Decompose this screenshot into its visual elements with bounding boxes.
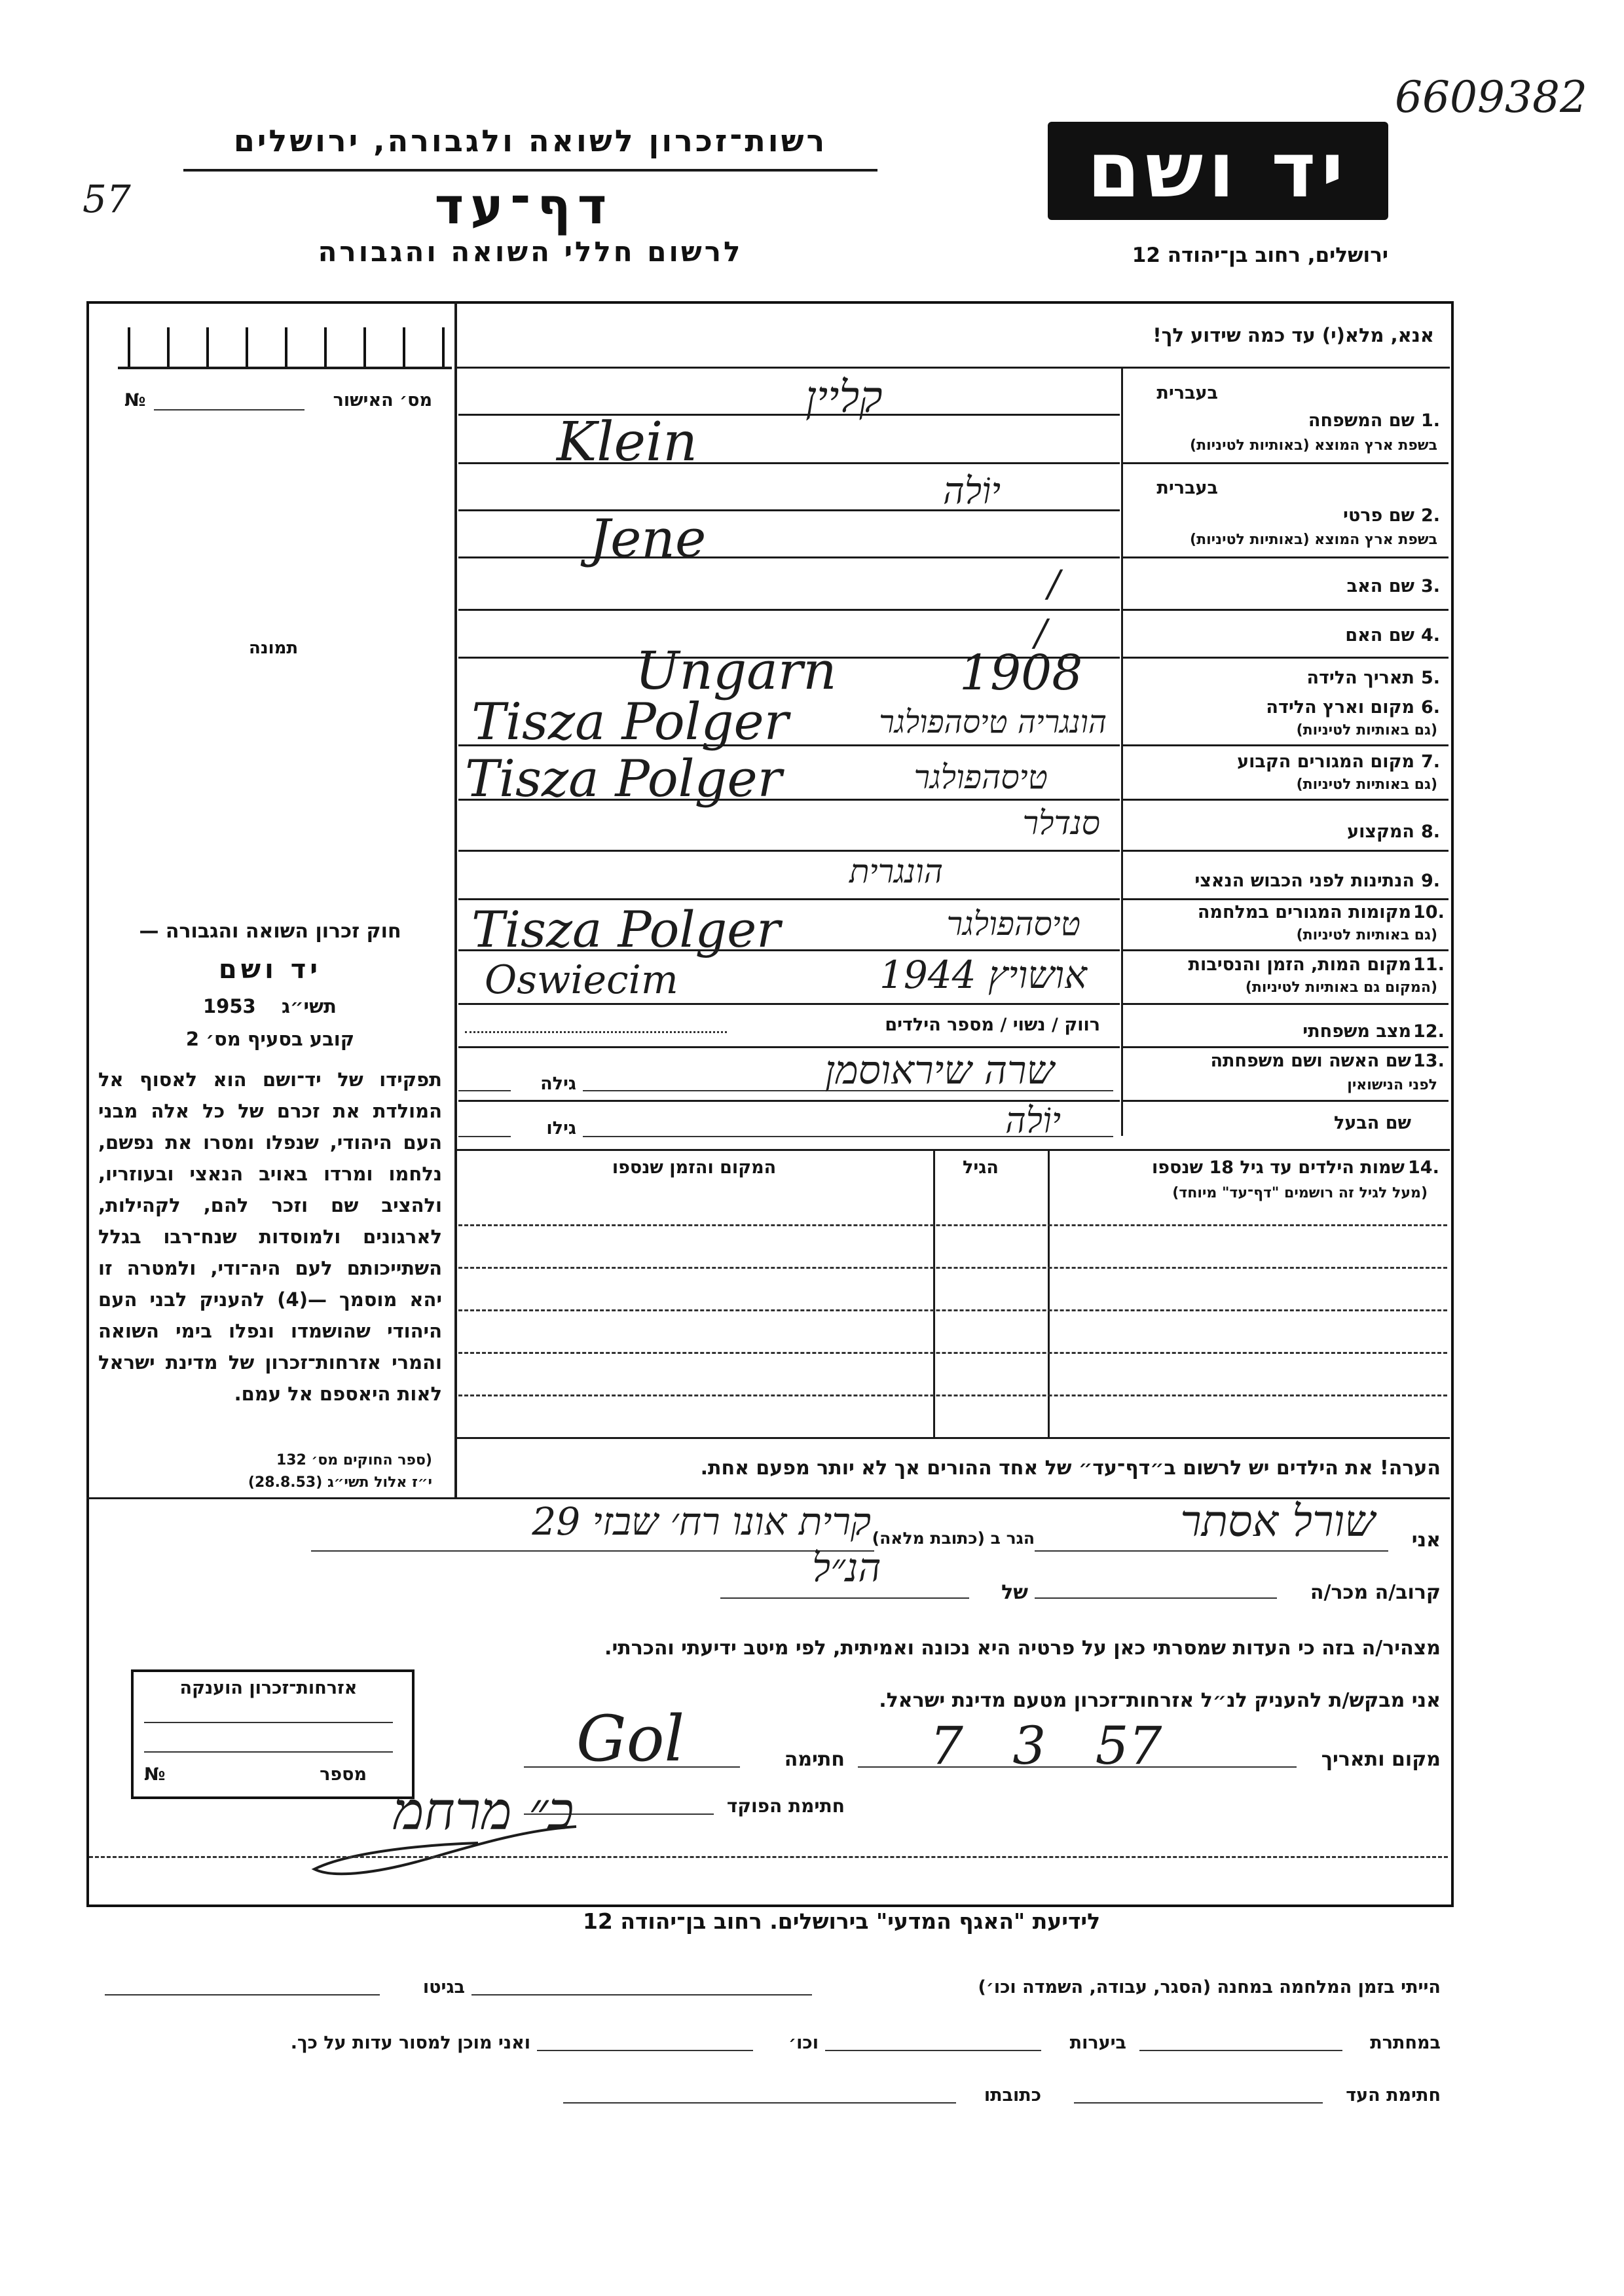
field-6-label: מקום וארץ הלידה [1266,697,1414,718]
law-date: י״ז אלול תשי״ג (28.8.53) [248,1474,432,1491]
bottom-line2-c: וכו׳ [788,2033,819,2053]
intro-divider [454,367,1450,369]
row-2a [458,509,1120,511]
field-7-hint: (גם באותיות לטיניות) [1296,776,1437,793]
children-row-3 [458,1309,1447,1311]
field-11-hint: (המקום גם באותיות לטיניות) [1245,979,1437,996]
field-2-number: 2. [1421,505,1441,526]
mother-name: / [1035,612,1047,655]
law-year: 1953 [203,995,256,1017]
law-source: (ספר החוקים מס׳ 132 [276,1452,432,1468]
law-text: תפקידו של יד־ושם הוא לאסוף אל המולדת את זכרם של כל אלה מבני העם היהודי, שנפלו ומסרו את נפשם, נלחמו ומרדו באויב הנאצי ובעוזריו, ולהציב שם וזכר להם, לקהילות, לארגונים ולמוסדות שנח־רבו בגלל השתייכותם לעם היה־ודי, ולמטרה זו יהא מוסמך —(4) להעניק לבני העם היהודי שהושמדו ונפלו בימי השואה והמרי אזרחות־זכרון של מדינת ישראל לאות היאספם אל עמם. [98,1068,442,1405]
birth-country-latin: Ungarn [635,640,837,701]
bottom-line3-b: כתובתו [984,2085,1041,2105]
wife-age-field [458,1090,511,1091]
declarant-signature: Gol [576,1702,685,1776]
field-8-divider [1121,850,1449,852]
children-label: שמות הילדים עד גיל 18 שנספו [1151,1157,1405,1178]
citizenship-mark: № [144,1764,166,1785]
death-place-hebrew: אושויץ 1944 [879,953,1087,997]
relative-label: קרוב/ה מכר/ה [1310,1581,1441,1604]
children-col-age: הגיל [963,1157,999,1178]
citizenship-title: אזרחות־זכרון הוענקה [179,1678,358,1698]
declarant-address: קרית אונו רח׳ שבזי 29 [532,1499,871,1544]
field-1-hint: בשפת ארץ המוצא (באותיות לטיניות) [1190,437,1437,454]
wartime-residence-latin: Tisza Polger [471,900,781,958]
row-8 [458,850,1120,852]
archive-number: 6609382 [1395,72,1587,122]
husband-age-field [458,1136,511,1137]
citizenship-line-2 [144,1751,393,1753]
children-table-bottom [454,1437,1450,1439]
field-7-number: 7. [1421,752,1441,772]
field-1-hebrew-tag: בעברית [1156,383,1218,403]
declarant-resides-label: הגר ב (כתובת מלאה) [872,1529,1035,1548]
bottom-line1-a: הייתי בזמן המלחמה במחנה (הסגר, עבודה, השמדה וכו׳) [978,1977,1441,1997]
org-line: רשות־זכרון לשואה ולגבורה, ירושלים [233,123,828,158]
marital-field [465,1031,727,1033]
signature-label: חתימה [784,1748,845,1771]
field-12-number: 12. [1413,1021,1445,1042]
bottom-line2-b: ביערות [1069,2033,1126,2053]
field-12-label: מצב משפחתי [1302,1021,1411,1042]
label-column-divider [1121,367,1123,1136]
first-name-hebrew: יוֹלה [943,470,1001,513]
husband-age-label: גילו [546,1118,576,1139]
field-1-label: שם המשפחה [1308,410,1414,431]
field-9-label: הנתינות לפני הכבוש הנאצי [1194,871,1414,891]
children-row-1 [458,1224,1447,1226]
official-label: חתימת הפוקד [726,1795,845,1817]
field-8-number: 8. [1421,822,1441,842]
approval-field [154,409,304,410]
husband-name: יוֹלה [1005,1100,1061,1141]
field-9-number: 9. [1421,871,1441,891]
children-row-4 [458,1352,1447,1354]
field-2-hint: בשפת ארץ המוצא (באותיות לטיניות) [1190,532,1437,548]
husband-label: שם הבעל [1333,1113,1411,1133]
declarant-name: שורל אסתר [1180,1496,1375,1546]
children-note: הערה! את הילדים יש לרשום ב״דף־עד״ של אחד ההורים אך לא יותר מפעם אחת. [700,1457,1441,1480]
bottom-line3-field-a [1074,2102,1323,2104]
law-clause: קובע בסעיף מס׳ 2 [185,1028,355,1050]
field-10-divider [1121,949,1449,951]
children-row-2 [458,1267,1447,1269]
children-col-1 [933,1149,935,1437]
bottom-line2-field-c [537,2050,753,2051]
children-col-2 [1048,1149,1050,1437]
children-hint: (מעל לגיל זה רושמים "דף־עד" מיוחד) [1172,1185,1428,1201]
field-2-divider [1121,556,1449,558]
declarant-address-field [311,1550,874,1552]
field-6-number: 6. [1421,697,1441,718]
citizenship-line-1 [144,1722,393,1723]
field-11-number: 11. [1413,955,1445,975]
declaration-text: מצהיר/ה בזה כי העדות שמסרתי כאן על פרטיה היא נכונה ואמיתית, לפי מיטב ידיעתי והכרתי. [604,1637,1441,1660]
citizenship-number-label: מספר [320,1764,367,1785]
field-6-divider [1121,744,1449,746]
bottom-line1-field-b [105,1994,380,1995]
field-5-number: 5. [1421,668,1441,688]
field-10-label: מקומות המגורים במלחמה [1197,902,1411,922]
bottom-line3-field-b [563,2102,956,2104]
residence-latin: Tisza Polger [465,750,782,809]
bottom-line2-field-b [825,2050,1041,2051]
marital-options: רווק / נשוי / מספר הילדים [885,1015,1100,1035]
row-husband [454,1149,1450,1151]
birth-date: 1908 [959,645,1083,701]
field-4-label: שם האם [1345,625,1414,646]
field-4-divider [1121,657,1449,659]
bottom-line2-a: במחתרת [1370,2033,1441,2053]
row-2b [458,556,1120,558]
signature-flourish [308,1807,583,1886]
field-5-label: תאריך הלידה [1306,668,1414,688]
field-11-divider [1121,1003,1449,1005]
form-title: דף־עד [434,177,614,235]
law-title: חוק זכרון השואה והגבורה — [139,920,401,943]
photo-ruler-base [118,367,452,369]
bottom-line2-d: ואני מוכן למסור עדות על כך. [290,2033,530,2053]
request-text: אני מבקש/ת להעניק לנ״ל אזרחות־זכרון מטעם מדינת ישראל. [879,1689,1441,1712]
death-place-latin: Oswiecim [485,957,678,1003]
field-13-label: שם האשה ושם משפחתה [1210,1051,1411,1071]
tear-line [89,1856,1448,1858]
wife-age-label: גילה [540,1074,576,1094]
field-1-number: 1. [1421,410,1441,431]
row-11 [458,1003,1120,1005]
field-9-divider [1121,898,1449,900]
left-panel-divider [454,302,457,1497]
bottom-line1-field-a [471,1994,812,1995]
field-12-divider [1121,1046,1449,1048]
children-col-place: המקום והזמן שנספו [612,1157,777,1178]
field-3-label: שם האב [1346,576,1414,596]
field-2-label: שם פרטי [1343,505,1414,526]
declarant-name-field [1035,1550,1388,1552]
law-year-hebrew: תשי״ג [282,995,337,1017]
surname-hebrew: קליין [805,372,883,422]
wife-name: שרה שיראוסמן [824,1048,1054,1093]
field-11-label: מקום המות, הזמן והנסיבות [1188,955,1411,975]
declarant-i-label: אני [1411,1529,1441,1552]
intro-text: אנא, מלא(י) עד כמה שידוע לך! [1153,324,1434,346]
field-8-label: המקצוע [1347,822,1414,842]
field-3-divider [1121,609,1449,611]
bottom-line2-field-a [1139,2050,1342,2051]
bottom-title: לידיעת "האגף המדעי" בירושלים. רחוב בן־יהודה 12 [582,1908,1101,1934]
official-signature: כ״ מרחמ [393,1781,574,1842]
field-10-hint: (גם באותיות לטיניות) [1296,927,1437,943]
photo-ruler [128,327,449,367]
field-6-hint: (גם באותיות לטיניות) [1296,722,1437,738]
field-7-divider [1121,799,1449,801]
relation-field [720,1597,969,1599]
yad-vashem-logo: יד ושם [1048,122,1388,220]
header-address: ירושלים, רחוב בן־יהודה 12 [1132,244,1388,267]
of-label: של [1001,1581,1028,1604]
wartime-residence-hebrew: טיסהפולגר [946,905,1080,943]
law-name: יד ושם [218,955,322,985]
place-date-label: מקום ותאריך [1321,1748,1441,1771]
org-underline [183,169,877,172]
nationality: הונגרית [849,852,943,890]
field-13-number: 13. [1413,1051,1445,1071]
form-subtitle: לרשום חללי השואה והגבורה [318,236,743,268]
field-4-number: 4. [1421,625,1441,646]
field-13-hint: לפני הנישואין [1347,1077,1437,1093]
relative-field [1035,1597,1277,1599]
declaration-date: 7 3 57 [930,1715,1162,1776]
field-13-divider [1121,1100,1449,1102]
profession: סנדלר [1022,804,1100,842]
residence-hebrew: טיסהפולגר [913,758,1048,796]
bottom-line3-a: חתימת העד [1346,2085,1441,2105]
approval-label: מס׳ האישור [333,390,432,410]
corner-number: 57 [83,177,131,221]
birth-place-latin: Tisza Polger [471,693,788,752]
field-7-label: מקום המגורים הקבוע [1237,752,1414,772]
field-1-divider [1121,462,1449,464]
approval-mark: № [124,390,146,410]
birth-place-hebrew: הונגריה טיסהפולגר [879,704,1107,740]
row-3 [458,609,1120,611]
field-10-number: 10. [1413,902,1445,922]
children-number: 14. [1408,1157,1439,1178]
father-name: / [1048,563,1060,606]
children-row-5 [458,1394,1447,1396]
bottom-line1-b: בגיטו [422,1977,465,1997]
surname-latin: Klein [557,411,698,473]
relation-value: הנ״ל [812,1545,881,1591]
field-3-number: 3. [1421,576,1441,596]
field-2-hebrew-tag: בעברית [1156,478,1218,498]
photo-label: תמונה [249,638,299,658]
first-name-latin: Jene [589,508,707,569]
